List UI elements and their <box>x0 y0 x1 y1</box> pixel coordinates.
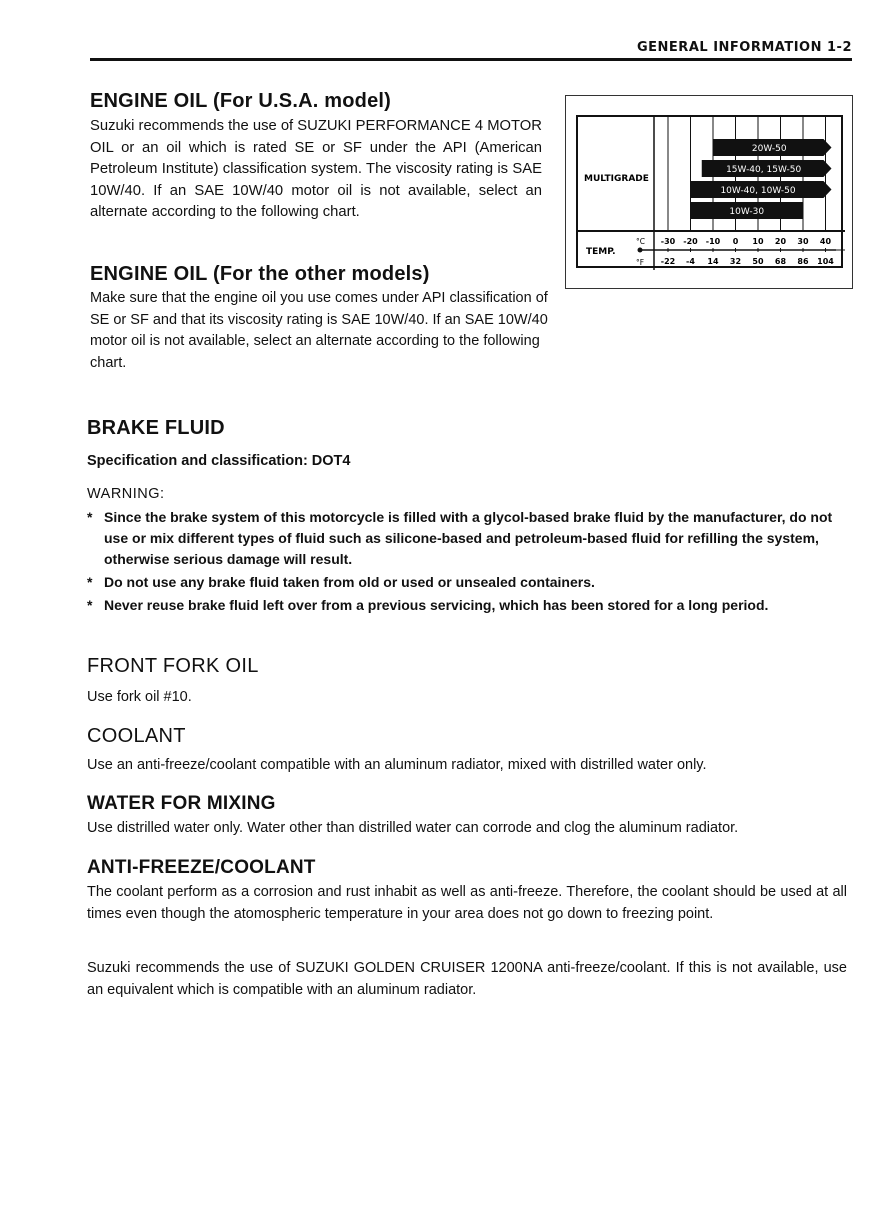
engine-oil-other-title: ENGINE OIL (For the other models) <box>90 263 430 285</box>
warning-list <box>87 507 852 618</box>
header-title: GENERAL INFORMATION 1-2 <box>637 40 852 55</box>
fahrenheit-tick-label: -22 <box>660 257 676 266</box>
grade-label: 15W-40, 15W-50 <box>726 165 802 175</box>
celsius-tick-label: -20 <box>683 237 698 246</box>
anti-freeze-text-2: Suzuki recommends the use of SUZUKI GOLDEN CRUISER 1200NA anti-freeze/coolant. If this is not available, use an equivalent which is compatible with an aluminum radiator. <box>87 960 847 998</box>
water-for-mixing-text: Use distrilled water only. Water other than distrilled water can corrode and clog the aluminum radiator. <box>87 820 739 836</box>
warning-item: * Never reuse brake fluid left over from a previous servicing, which has been stored for a long period. <box>87 597 769 613</box>
multigrade-label: MULTIGRADE <box>584 174 649 184</box>
grade-bar <box>702 160 832 177</box>
celsius-tick-label: -10 <box>705 237 721 246</box>
fahrenheit-tick-label: 14 <box>707 257 719 266</box>
celsius-tick-label: 30 <box>797 237 809 246</box>
fahrenheit-tick-label: 68 <box>774 257 787 266</box>
oil-viscosity-chart <box>576 115 843 268</box>
brake-fluid-spec: Specification and classification: DOT4 <box>87 453 351 469</box>
front-fork-oil-title: FRONT FORK OIL <box>87 655 259 677</box>
grade-label: 10W-30 <box>729 207 765 217</box>
grade-bar <box>691 181 832 198</box>
warning-title: WARNING: <box>87 486 165 502</box>
grade-label: 10W-40, 10W-50 <box>720 186 796 196</box>
engine-oil-other-text: Make sure that the engine oil you use comes under API classification of SE or SF and that its viscosity rating is SAE 10W/40. If an SAE 10W/40 motor oil is not available, select an alternate according to the following chart. <box>90 290 548 371</box>
engine-oil-usa-title: ENGINE OIL (For U.S.A. model) <box>90 90 392 112</box>
fahrenheit-tick-label: 86 <box>797 257 809 266</box>
front-fork-oil-text: Use fork oil #10. <box>87 689 192 705</box>
celsius-tick-label: 10 <box>752 237 764 246</box>
grade-label: 20W-50 <box>751 144 787 154</box>
brake-fluid-title: BRAKE FLUID <box>87 417 225 439</box>
anti-freeze-title: ANTI-FREEZE/COOLANT <box>87 857 316 878</box>
engine-oil-usa-text: Suzuki recommends the use of SUZUKI PERFORMANCE 4 MOTOR OIL or an oil which is rated SE or SF under the API (American Petroleum Institute) classification system. The viscosity rating is SAE 10W/40. If an SAE 10W/40 motor oil is not available, select an alternate according to the following chart. <box>90 118 542 220</box>
fahrenheit-tick-label: 32 <box>729 257 742 266</box>
warning-text: Do not use any brake fluid taken from old or used or unsealed containers. <box>104 574 595 590</box>
celsius-tick-label: 20 <box>774 237 787 246</box>
grade-bar <box>691 202 804 219</box>
fahrenheit-unit: °F <box>636 258 645 267</box>
grade-bar <box>713 139 832 156</box>
page-header <box>90 40 852 61</box>
celsius-tick-label: 0 <box>732 237 739 246</box>
celsius-tick-label: 40 <box>819 237 832 246</box>
fahrenheit-tick-label: 50 <box>752 257 764 266</box>
coolant-text: Use an anti-freeze/coolant compatible with an aluminum radiator, mixed with distrilled water only. <box>87 757 707 773</box>
fahrenheit-tick-label: -4 <box>686 257 695 266</box>
temp-scale-dot <box>638 248 643 253</box>
coolant-title: COOLANT <box>87 725 186 747</box>
water-for-mixing-title: WATER FOR MIXING <box>87 793 276 814</box>
oil-chart-svg <box>578 117 845 270</box>
temp-label: TEMP. <box>586 247 616 257</box>
anti-freeze-text-1: The coolant perform as a corrosion and rust inhabit as well as anti-freeze. Therefore, the coolant should be used at all times even though the atomospheric temperature in your area does not go down to freezing point. <box>87 884 847 922</box>
warning-item: * Since the brake system of this motorcycle is filled with a glycol-based brake fluid by the manufacturer, do not use or mix different types of fluid such as silicone-based and petroleum-based fluid for refilling the system, otherwise serious damage will result. <box>87 509 833 567</box>
warning-text: Since the brake system of this motorcycle is filled with a glycol-based brake fluid by the manufacturer, do not use or mix different types of fluid such as silicone-based and petroleum-based fluid for refilling the system, otherwise serious damage will result. <box>104 509 833 567</box>
warning-text: Never reuse brake fluid left over from a previous servicing, which has been stored for a long period. <box>104 597 769 613</box>
fahrenheit-tick-label: 104 <box>817 257 834 266</box>
warning-item: * Do not use any brake fluid taken from old or used or unsealed containers. <box>87 574 595 590</box>
celsius-unit: °C <box>636 237 645 246</box>
celsius-tick-label: -30 <box>660 237 676 246</box>
